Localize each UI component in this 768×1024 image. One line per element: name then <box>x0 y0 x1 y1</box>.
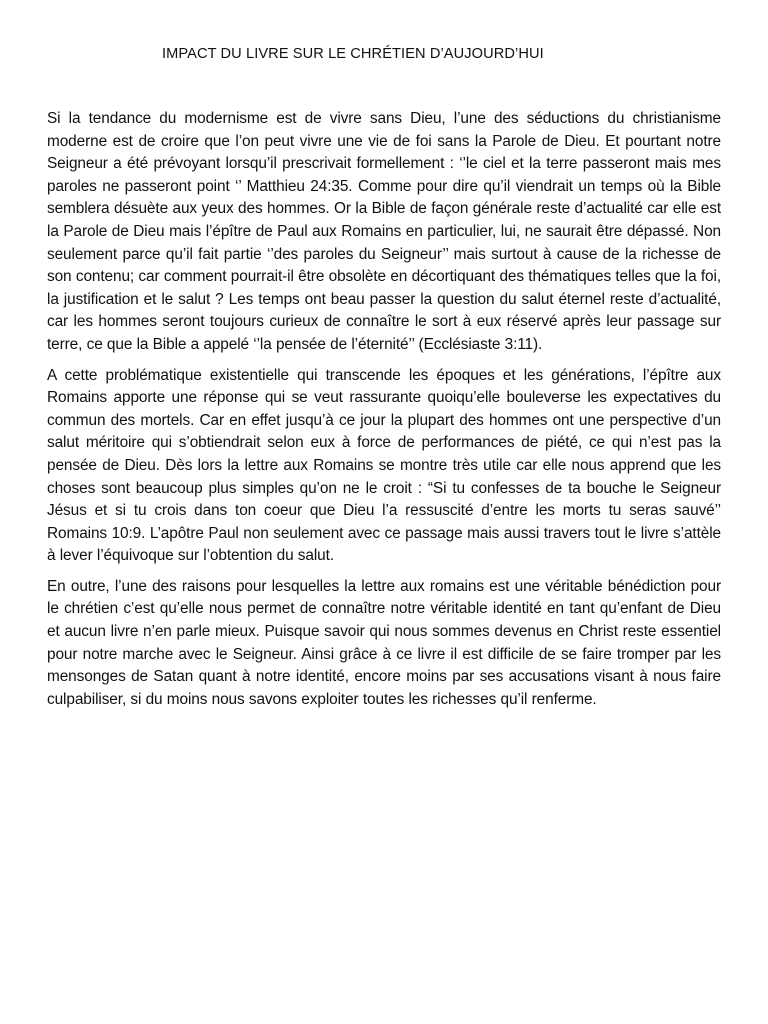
document-title: IMPACT DU LIVRE SUR LE CHRÉTIEN D’AUJOURD’HUI <box>162 46 544 62</box>
paragraph-1: Si la tendance du modernisme est de vivre sans Dieu, l’une des séductions du christianisme moderne est de croire que l’on peut vivre une vie de foi sans la Parole de Dieu. Et pourtant notre Seigneur a été prévoyant lorsqu’il prescrivait formellement : ‘’le ciel et la terre passeront mais mes paroles ne passeront point ‘’ Matthieu 24:35. Comme pour dire qu’il viendrait un temps où la Bible semblera désuète aux yeux des hommes. Or la Bible de façon générale reste d’actualité car elle est la Parole de Dieu mais l’épître de Paul aux Romains en particulier, lui, ne saurait être dépassé. Non seulement parce qu’il fait partie ‘’des paroles du Seigneur’’ mais surtout à cause de la richesse de son contenu; car comment pourrait-il être obsolète en décortiquant des thématiques telles que la foi, la justification et le salut ? Les temps ont beau passer la question du salut éternel reste d’actualité, car les hommes seront toujours curieux de connaître le sort à eux réservé après leur passage sur terre, ce que la Bible a appelé ‘’la pensée de l’éternité’’ (Ecclésiaste 3:11). <box>47 110 721 353</box>
document-body <box>47 108 721 719</box>
paragraph-2: A cette problématique existentielle qui transcende les époques et les générations, l’épître aux Romains apporte une réponse qui se veut rassurante quoiqu’elle bouleverse les expectatives du commun des mortels. Car en effet jusqu’à ce jour la plupart des hommes ont une perspective d’un salut méritoire qui s’obtiendrait selon eux à force de performances de piété, ce qui n’est pas la pensée de Dieu. Dès lors la lettre aux Romains se montre très utile car elle nous apprend que les choses sont beaucoup plus simples qu’on ne le croit : “Si tu confesses de ta bouche le Seigneur Jésus et si tu crois dans ton coeur que Dieu l’a ressuscité d’entre les morts tu seras sauvé’’ Romains 10:9. L’apôtre Paul non seulement avec ce passage mais aussi travers tout le livre s’attèle à lever l’équivoque sur l’obtention du salut. <box>47 366 721 565</box>
paragraph-3: En outre, l’une des raisons pour lesquelles la lettre aux romains est une véritable bénédiction pour le chrétien c’est qu’elle nous permet de connaître notre véritable identité en tant qu’enfant de Dieu et aucun livre n’en parle mieux. Puisque savoir qui nous sommes devenus en Christ reste essentiel pour notre marche avec le Seigneur. Ainsi grâce à ce livre il est difficile de se faire tromper par les mensonges de Satan quant à notre identité, encore moins par ses accusations visant à nous faire culpabiliser, si du moins nous savons exploiter toutes les richesses qu’il renferme. <box>47 577 721 708</box>
